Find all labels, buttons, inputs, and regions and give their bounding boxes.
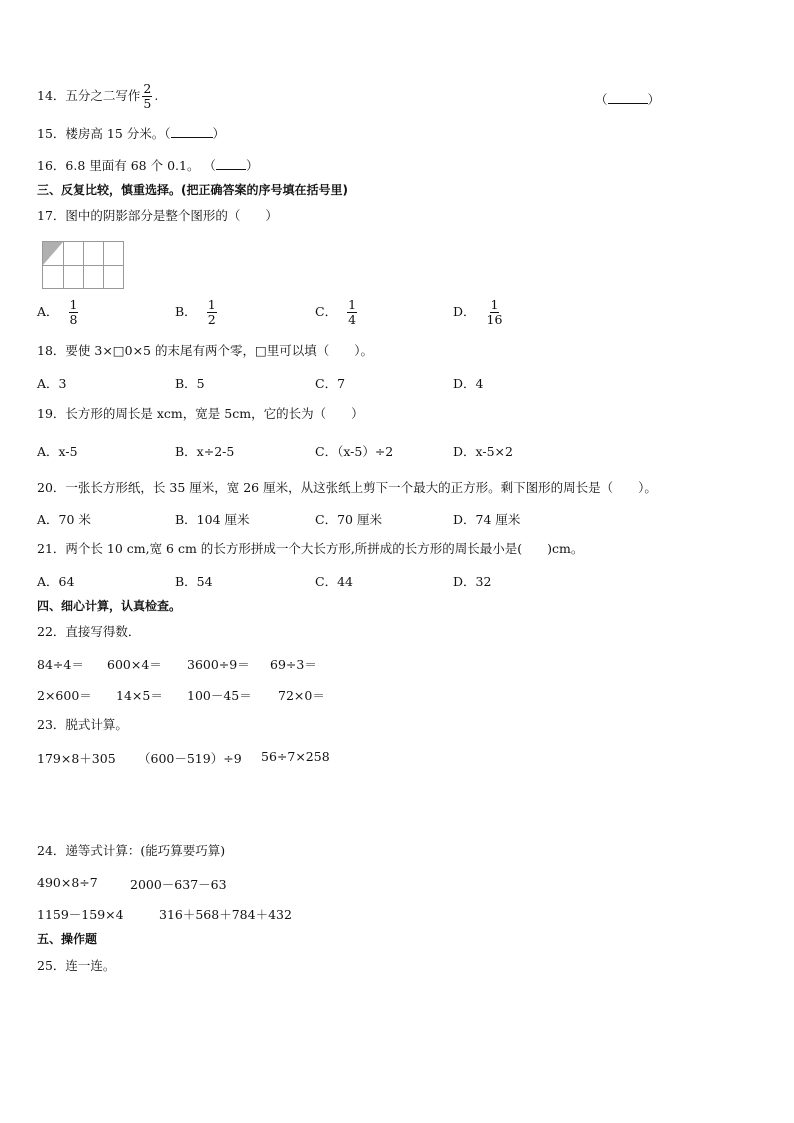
question-24-item: 2000－637－63: [130, 877, 227, 892]
question-24: 24．递等式计算：(能巧算要巧算): [37, 843, 226, 858]
question-15: 15．楼房高 15 分米。（ ）: [37, 126, 226, 141]
question-17-option-d[interactable]: D． $\frac{1}{16}$: [453, 297, 503, 327]
question-24-item: 1159－159×4: [37, 907, 124, 922]
question-18-option-a[interactable]: A．3: [37, 376, 67, 391]
question-16: 16．6.8 里面有 68 个 0.1。 （ ）: [37, 158, 259, 173]
question-22-item: 3600÷9＝: [187, 657, 250, 672]
question-20-option-a[interactable]: A．70 米: [37, 512, 91, 527]
question-20-option-d[interactable]: D．74 厘米: [453, 512, 521, 527]
question-22-item: 600×4＝: [107, 657, 162, 672]
question-22-item: 100－45＝: [187, 688, 252, 703]
question-17-option-b[interactable]: B． $\frac{1}{2}$: [175, 297, 216, 327]
question-25: 25．连一连。: [37, 958, 116, 973]
question-23-item: （600－519）÷9: [138, 751, 242, 766]
question-14: 14．五分之二写作 $\frac{2}{5}$ .: [37, 81, 159, 111]
question-23-item: 56÷7×258: [261, 749, 330, 764]
question-24-item: 316＋568＋784＋432: [159, 907, 292, 922]
question-20-option-b[interactable]: B．104 厘米: [175, 512, 250, 527]
question-21-option-b[interactable]: B．54: [175, 574, 213, 589]
question-18-option-d[interactable]: D．4: [453, 376, 484, 391]
question-22-item: 14×5＝: [116, 688, 163, 703]
question-22-item: 2×600＝: [37, 688, 92, 703]
question-19-option-d[interactable]: D．x-5×2: [453, 444, 513, 459]
question-14-answer-blank[interactable]: （ ）: [595, 92, 661, 107]
question-19-option-c[interactable]: C．（x-5）÷2: [315, 444, 394, 459]
question-19-option-a[interactable]: A．x-5: [37, 444, 78, 459]
question-14-text: 14．五分之二写作: [37, 88, 141, 103]
question-17-option-a[interactable]: A． $\frac{1}{8}$: [37, 297, 78, 327]
shaded-triangle: [43, 242, 63, 265]
question-18-option-b[interactable]: B．5: [175, 376, 205, 391]
question-20: 20．一张长方形纸，长 35 厘米，宽 26 厘米，从这张纸上剪下一个最大的正方形。剩下图形的周长是（ ）。: [37, 480, 657, 495]
question-17-option-c[interactable]: C． $\frac{1}{4}$: [315, 297, 357, 327]
question-22-item: 72×0＝: [278, 688, 325, 703]
question-22-item: 69÷3＝: [270, 657, 317, 672]
section-5-heading: 五、操作题: [37, 932, 98, 946]
question-21-option-c[interactable]: C．44: [315, 574, 353, 589]
question-22-item: 84÷4＝: [37, 657, 84, 672]
question-23: 23．脱式计算。: [37, 717, 128, 732]
question-17-grid-figure: [42, 241, 124, 289]
question-22: 22．直接写得数．: [37, 624, 141, 639]
question-24-item: 490×8÷7: [37, 875, 98, 890]
section-3-heading: 三、反复比较，慎重选择。(把正确答案的序号填在括号里): [37, 183, 348, 197]
fraction-two-fifths: $\frac{2}{5}$: [143, 81, 152, 111]
question-20-option-c[interactable]: C．70 厘米: [315, 512, 382, 527]
question-16-answer-blank[interactable]: [216, 157, 246, 170]
question-23-item: 179×8＋305: [37, 751, 116, 766]
question-19-option-b[interactable]: B．x÷2-5: [175, 444, 235, 459]
question-19: 19．长方形的周长是 xcm，宽是 5cm，它的长为（ ）: [37, 406, 364, 421]
question-21: 21．两个长 10 cm,宽 6 cm 的长方形拼成一个大长方形,所拼成的长方形的周长最小是( )cm。: [37, 541, 584, 556]
question-17: 17．图中的阴影部分是整个图形的（ ）: [37, 208, 278, 223]
question-18-option-c[interactable]: C．7: [315, 376, 346, 391]
section-4-heading: 四、细心计算，认真检查。: [37, 599, 182, 613]
question-18: 18．要使 3×□0×5 的末尾有两个零，□里可以填（ ）。: [37, 343, 374, 358]
question-21-option-a[interactable]: A．64: [37, 574, 75, 589]
question-21-option-d[interactable]: D．32: [453, 574, 492, 589]
question-15-answer-blank[interactable]: [171, 125, 213, 138]
